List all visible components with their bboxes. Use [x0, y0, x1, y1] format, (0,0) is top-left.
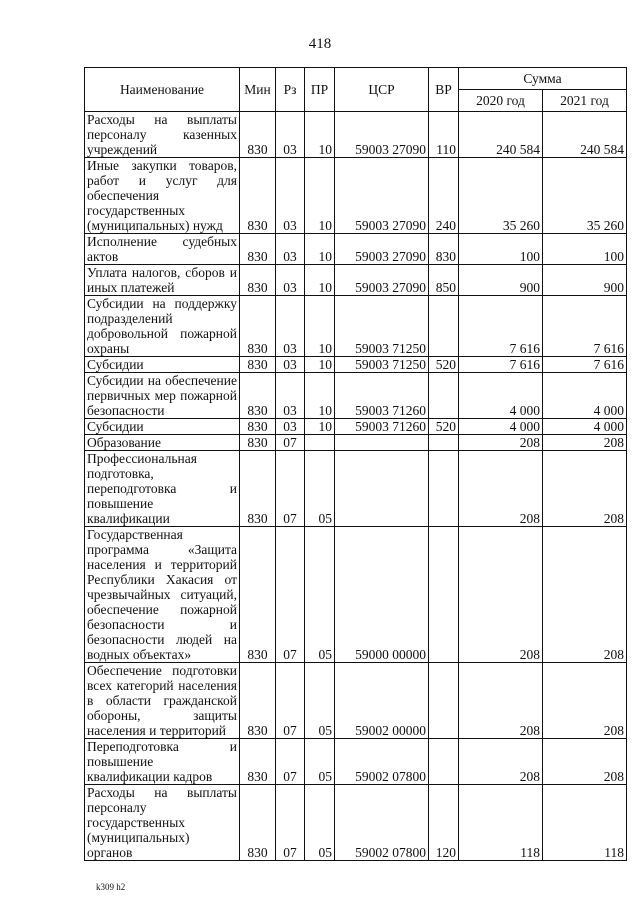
table-row	[85, 785, 627, 861]
table-row	[85, 419, 627, 435]
cell-csr: 59003 71260	[335, 419, 429, 435]
cell-name: Уплата налогов, сборов и иных платежей	[85, 265, 240, 296]
cell-csr: 59003 71260	[335, 373, 429, 419]
cell-name: Государственная программа «Защита населения и территорий Республики Хакасия от чрезвычайных ситуаций, обеспечение пожарной безопасности и безопасности людей на водных объектах»	[85, 527, 240, 663]
cell-min: 830	[240, 527, 276, 663]
cell-vr	[429, 373, 459, 419]
header-min: Мин	[240, 68, 276, 112]
cell-2020: 35 260	[459, 158, 543, 234]
cell-csr: 59002 07800	[335, 785, 429, 861]
header-name: Наименование	[85, 68, 240, 112]
table-row	[85, 373, 627, 419]
cell-2021: 4 000	[543, 373, 627, 419]
cell-name: Исполнение судебных актов	[85, 234, 240, 265]
cell-rz: 07	[276, 451, 305, 527]
cell-pr: 10	[305, 112, 335, 158]
cell-name: Расходы на выплаты персоналу государственных (муниципальных) органов	[85, 785, 240, 861]
cell-pr	[305, 435, 335, 451]
table-row	[85, 451, 627, 527]
table-row	[85, 296, 627, 357]
cell-rz: 03	[276, 158, 305, 234]
cell-csr: 59003 71250	[335, 357, 429, 373]
cell-2020: 118	[459, 785, 543, 861]
cell-csr: 59000 00000	[335, 527, 429, 663]
cell-csr: 59002 00000	[335, 663, 429, 739]
cell-pr: 05	[305, 785, 335, 861]
cell-2021: 118	[543, 785, 627, 861]
cell-csr: 59003 71250	[335, 296, 429, 357]
cell-2020: 900	[459, 265, 543, 296]
cell-min: 830	[240, 663, 276, 739]
cell-2021: 7 616	[543, 357, 627, 373]
cell-csr: 59002 07800	[335, 739, 429, 785]
cell-2021: 208	[543, 435, 627, 451]
cell-2021: 7 616	[543, 296, 627, 357]
header-vr: ВР	[429, 68, 459, 112]
cell-min: 830	[240, 112, 276, 158]
cell-rz: 03	[276, 234, 305, 265]
cell-vr	[429, 527, 459, 663]
cell-rz: 03	[276, 373, 305, 419]
cell-rz: 03	[276, 357, 305, 373]
cell-min: 830	[240, 265, 276, 296]
cell-name: Субсидии	[85, 357, 240, 373]
header-sum: Сумма	[459, 68, 627, 90]
cell-vr: 830	[429, 234, 459, 265]
cell-2020: 208	[459, 739, 543, 785]
cell-rz: 07	[276, 663, 305, 739]
cell-vr: 240	[429, 158, 459, 234]
table-row	[85, 265, 627, 296]
cell-name: Субсидии	[85, 419, 240, 435]
cell-2021: 208	[543, 527, 627, 663]
cell-rz: 07	[276, 527, 305, 663]
cell-csr	[335, 451, 429, 527]
table-header	[85, 68, 627, 112]
budget-table	[84, 67, 627, 861]
cell-pr: 05	[305, 663, 335, 739]
table-row	[85, 663, 627, 739]
cell-2020: 208	[459, 451, 543, 527]
table-row	[85, 357, 627, 373]
cell-vr: 110	[429, 112, 459, 158]
header-year-2020: 2020 год	[459, 90, 543, 112]
cell-rz: 07	[276, 785, 305, 861]
cell-min: 830	[240, 419, 276, 435]
header-pr: ПР	[305, 68, 335, 112]
cell-name: Расходы на выплаты персоналу казенных учреждений	[85, 112, 240, 158]
header-csr: ЦСР	[335, 68, 429, 112]
table-body	[85, 112, 627, 861]
cell-2021: 100	[543, 234, 627, 265]
cell-pr: 10	[305, 158, 335, 234]
cell-2021: 208	[543, 739, 627, 785]
cell-rz: 07	[276, 739, 305, 785]
cell-2021: 900	[543, 265, 627, 296]
header-rz: Рз	[276, 68, 305, 112]
cell-2020: 7 616	[459, 296, 543, 357]
table-row	[85, 158, 627, 234]
table-row	[85, 435, 627, 451]
cell-csr: 59003 27090	[335, 234, 429, 265]
table-row	[85, 527, 627, 663]
cell-csr: 59003 27090	[335, 112, 429, 158]
cell-rz: 07	[276, 435, 305, 451]
table-row	[85, 739, 627, 785]
cell-2020: 240 584	[459, 112, 543, 158]
cell-pr: 10	[305, 373, 335, 419]
cell-vr: 520	[429, 357, 459, 373]
page-number: 418	[308, 36, 332, 52]
cell-vr	[429, 739, 459, 785]
cell-name: Профессиональная подготовка, переподготовка и повышение квалификации	[85, 451, 240, 527]
cell-pr: 10	[305, 296, 335, 357]
cell-min: 830	[240, 234, 276, 265]
cell-min: 830	[240, 739, 276, 785]
cell-pr: 10	[305, 265, 335, 296]
cell-2021: 208	[543, 451, 627, 527]
cell-2021: 35 260	[543, 158, 627, 234]
cell-2021: 240 584	[543, 112, 627, 158]
cell-2021: 4 000	[543, 419, 627, 435]
cell-pr: 10	[305, 234, 335, 265]
cell-2020: 208	[459, 435, 543, 451]
cell-2020: 4 000	[459, 419, 543, 435]
cell-vr	[429, 663, 459, 739]
cell-min: 830	[240, 373, 276, 419]
header-year-2021: 2021 год	[543, 90, 627, 112]
cell-name: Иные закупки товаров, работ и услуг для обеспечения государственных (муниципальных) нужд	[85, 158, 240, 234]
cell-vr	[429, 435, 459, 451]
cell-pr: 05	[305, 739, 335, 785]
cell-pr: 10	[305, 419, 335, 435]
cell-name: Переподготовка и повышение квалификации кадров	[85, 739, 240, 785]
cell-rz: 03	[276, 419, 305, 435]
cell-name: Образование	[85, 435, 240, 451]
cell-2020: 208	[459, 527, 543, 663]
cell-vr: 520	[429, 419, 459, 435]
cell-csr: 59003 27090	[335, 158, 429, 234]
cell-rz: 03	[276, 296, 305, 357]
cell-min: 830	[240, 451, 276, 527]
cell-2020: 208	[459, 663, 543, 739]
cell-name: Обеспечение подготовки всех категорий населения в области гражданской обороны, защиты населения и территорий	[85, 663, 240, 739]
cell-min: 830	[240, 158, 276, 234]
cell-2021: 208	[543, 663, 627, 739]
cell-csr: 59003 27090	[335, 265, 429, 296]
cell-rz: 03	[276, 112, 305, 158]
cell-vr: 850	[429, 265, 459, 296]
cell-min: 830	[240, 357, 276, 373]
cell-vr	[429, 296, 459, 357]
cell-vr: 120	[429, 785, 459, 861]
cell-2020: 4 000	[459, 373, 543, 419]
cell-name: Субсидии на обеспечение первичных мер пожарной безопасности	[85, 373, 240, 419]
cell-2020: 100	[459, 234, 543, 265]
cell-csr	[335, 435, 429, 451]
table-row	[85, 234, 627, 265]
footer-code: k309 h2	[96, 882, 126, 892]
cell-vr	[429, 451, 459, 527]
table-row	[85, 112, 627, 158]
cell-rz: 03	[276, 265, 305, 296]
cell-min: 830	[240, 435, 276, 451]
cell-2020: 7 616	[459, 357, 543, 373]
cell-min: 830	[240, 785, 276, 861]
cell-pr: 05	[305, 527, 335, 663]
cell-pr: 05	[305, 451, 335, 527]
cell-pr: 10	[305, 357, 335, 373]
cell-name: Субсидии на поддержку подразделений добровольной пожарной охраны	[85, 296, 240, 357]
cell-min: 830	[240, 296, 276, 357]
